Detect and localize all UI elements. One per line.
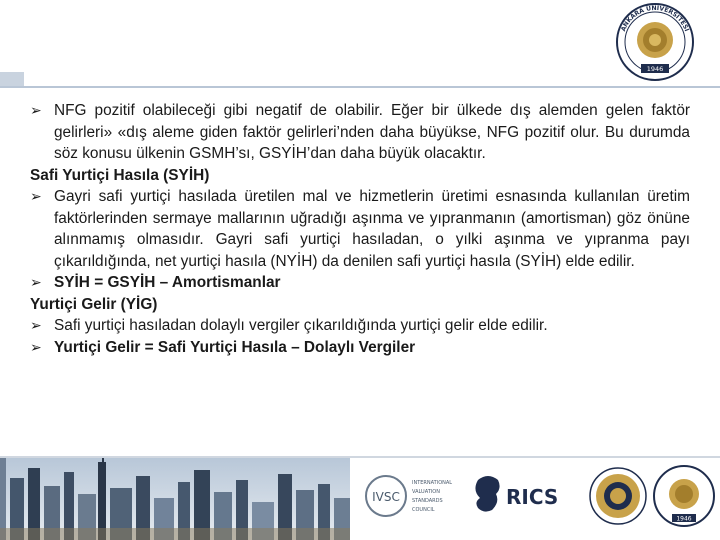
rics-text: RICS (506, 485, 559, 509)
slide-content (30, 100, 690, 358)
bullet-item (30, 337, 690, 359)
seal-text: ANKARA ÜNİVERSİTESİ (619, 4, 691, 33)
ivsc-line-1: INTERNATIONAL (412, 480, 453, 486)
ivsc-abbr: IVSC (372, 490, 400, 504)
paragraph-nfg: NFG pozitif olabileceği gibi negatif de olabilir. Eğer bir ülkede dış alemden gelen faktör gelirleri» «dış aleme giden faktör gelirleri’nden daha büyükse, NFG pozitif olur. Bu durumda söz konusu ülkenin GSMH’sı, GSYİH’dan daha büyük olacaktır. (54, 102, 690, 162)
formula-yig: Yurtiçi Gelir = Safi Yurtiçi Hasıla – Dolaylı Vergiler (54, 338, 416, 356)
arrow-bullet-icon: ➢ (30, 317, 42, 333)
partner-logos (360, 458, 720, 540)
city-skyline-image (0, 458, 350, 540)
header-divider (0, 86, 720, 88)
formula-syih: SYİH = GSYİH – Amortismanlar (54, 274, 281, 291)
ankara-university-seal-icon-small (654, 466, 714, 526)
bullet-item (30, 100, 690, 165)
bullet-item (30, 272, 690, 294)
ivsc-line-4: COUNCIL (412, 507, 435, 513)
ivsc-line-3: STANDARDS (412, 498, 443, 504)
arrow-bullet-icon: ➢ (30, 274, 42, 290)
ankara-university-seal-icon (614, 2, 696, 82)
seal-small-year: 1946 (676, 515, 692, 523)
ivsc-line-2: VALUATION (412, 489, 440, 495)
ivsc-logo-icon (366, 476, 452, 516)
bullet-item (30, 186, 690, 272)
arrow-bullet-icon: ➢ (30, 102, 42, 118)
paragraph-gsyih: Gayri safi yurtiçi hasılada üretilen mal ve hizmetlerin üretimi esnasında kullanılan üretim faktörlerinden sermaye mallarının uğradığı aşınma ve yıpranmanın (amortisman) göz önüne alınmamış olmasıdır. Gayri safi yurtiçi hasıladan, o yılki aşınma ve yıpranma payı çıkarıldığında, net yurtiçi hasıla (NYİH) da denilen safi yurtiçi hasıla (SYİH) elde edilir. (54, 188, 690, 270)
gold-seal-icon (590, 468, 646, 524)
bullet-item (30, 315, 690, 337)
seal-year: 1946 (646, 65, 664, 73)
arrow-bullet-icon: ➢ (30, 188, 42, 204)
rics-lion-logo-icon (475, 476, 558, 512)
heading-syih: Safi Yurtiçi Hasıla (SYİH) (30, 166, 210, 184)
heading-yig: Yurtiçi Gelir (YİG) (30, 295, 158, 313)
paragraph-yig: Safi yurtiçi hasıladan dolaylı vergiler çıkarıldığında yurtiçi gelir elde edilir. (54, 317, 548, 334)
arrow-bullet-icon: ➢ (30, 338, 42, 355)
